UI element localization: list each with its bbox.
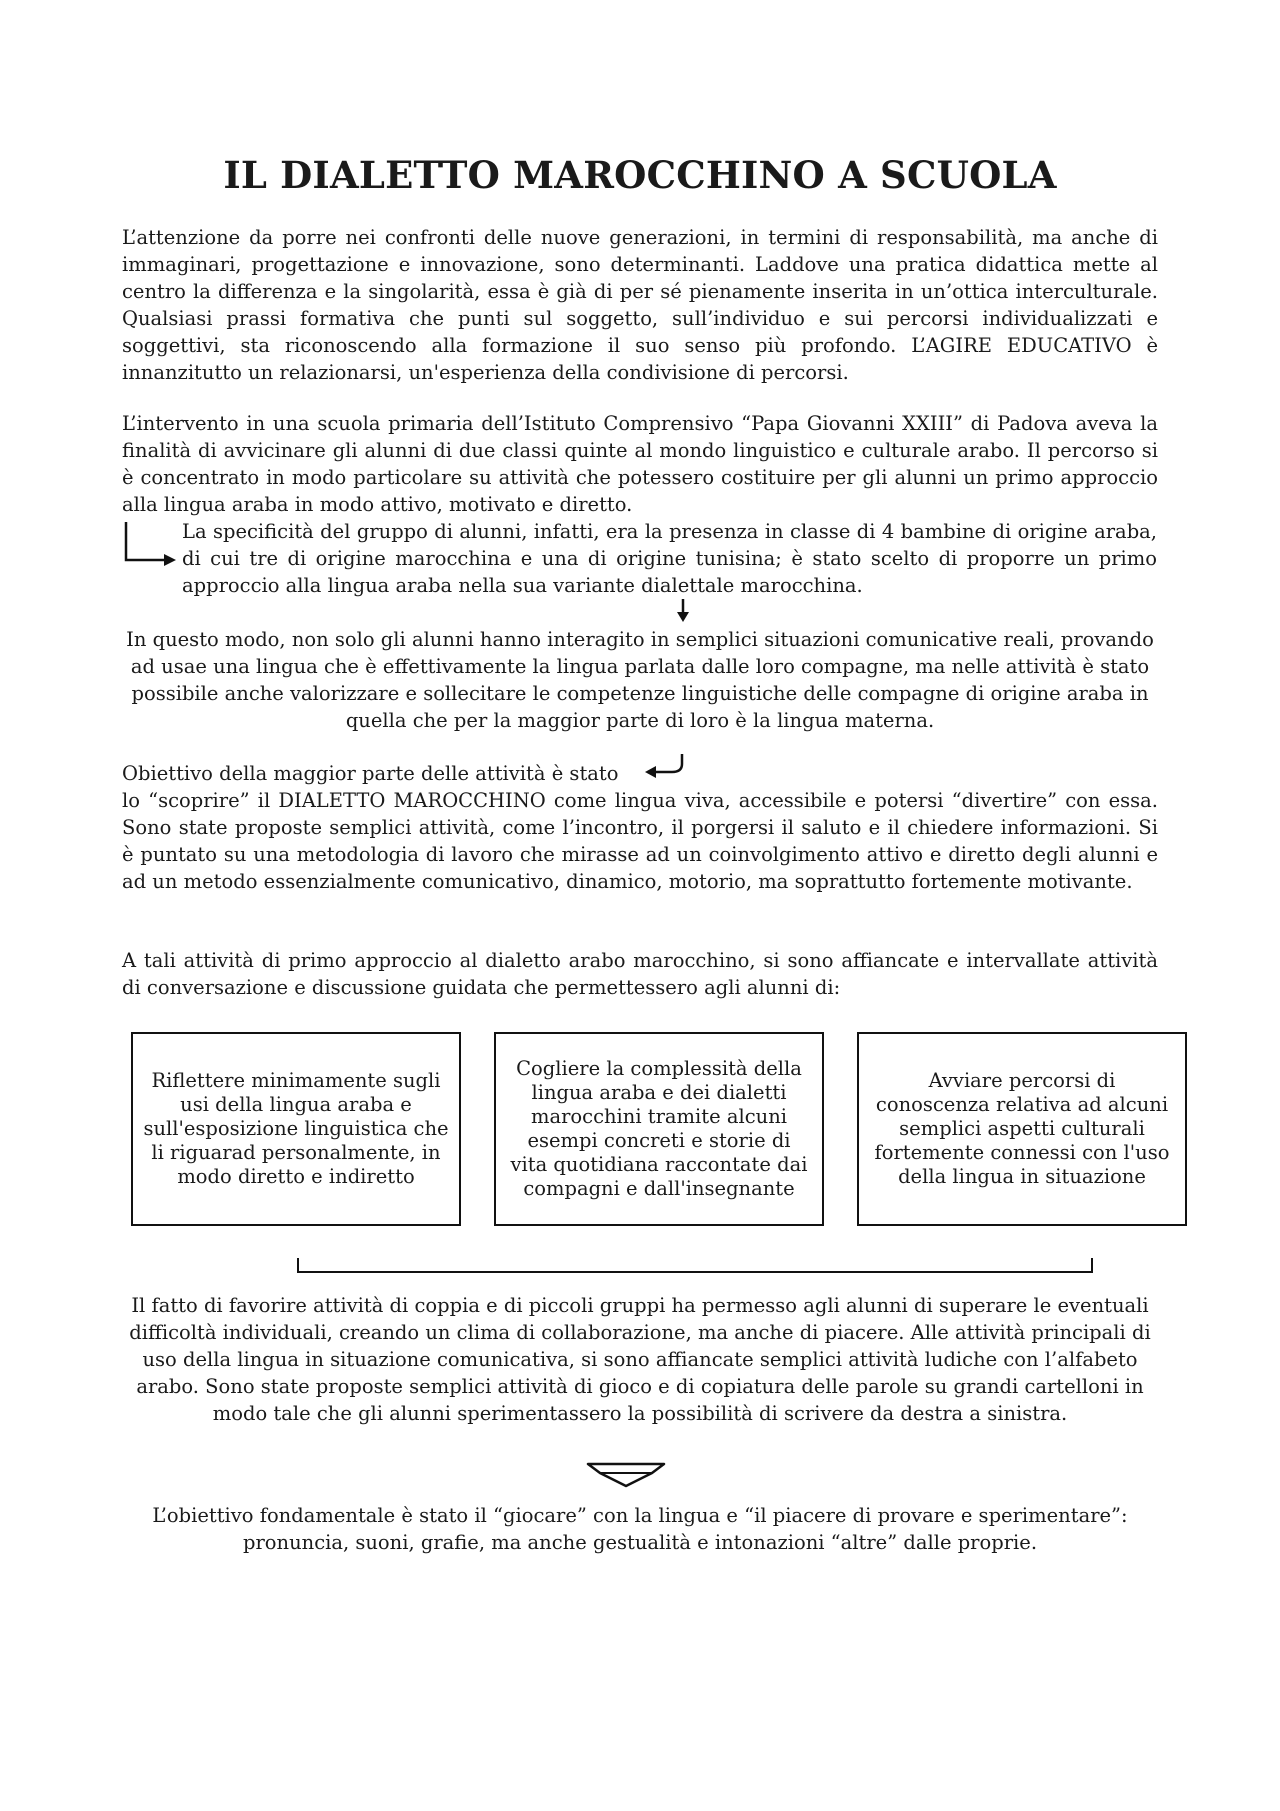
activity-box-culture [857,1032,1187,1226]
objective-lead: Obiettivo della maggior parte delle attività è stato [122,762,619,785]
down-arrow-icon [676,599,690,623]
activity-box-text: Avviare percorsi di conoscenza relativa ad alcuni semplici aspetti culturali fortemente connessi con l'uso della lingua in situazione [874,1069,1170,1188]
activity-box-text: Cogliere la complessità della lingua araba e dei dialetti marocchini tramite alcuni esempi concreti e storie di vita quotidiana raccontate dai compagni e dall'insegnante [510,1057,808,1200]
document-title: IL DIALETTO MAROCCHINO A SCUOLA [223,153,1057,197]
hollow-down-arrow-icon [586,1462,666,1488]
intervention-paragraph: L’intervento in una scuola primaria dell’Istituto Comprensivo “Papa Giovanni XXIII” di Padova aveva la finalità di avvicinare gli alunni di due classi quinte al mondo linguistico e culturale arabo. Il percorso si è concentrato in modo particolare su attività che potessero costituire per gli alunni un primo approccio alla lingua araba in modo attivo, motivato e diretto. [122,412,1158,516]
bracket-icon [296,1256,1094,1276]
activity-box-reflect [131,1032,461,1226]
method-paragraph: In questo modo, non solo gli alunni hanno interagito in semplici situazioni comunicative reali, provando ad usae una lingua che è effettivamente la lingua parlata dalle loro compagne, ma nelle attività è stato possibile anche valorizzare e sollecitare le competenze linguistiche delle compagne di origine araba in quella che per la maggior parte di loro è la lingua materna. [126,628,1154,732]
activity-box-complexity [494,1032,824,1226]
return-arrow-icon [642,752,688,782]
activities-paragraph: A tali attività di primo approccio al dialetto arabo marocchino, si sono affiancate e intervallate attività di conversazione e discussione guidata che permettessero agli alunni di: [122,949,1158,999]
elbow-arrow-icon [120,520,180,570]
intro-paragraph: L’attenzione da porre nei confronti delle nuove generazioni, in termini di responsabilità, ma anche di immaginari, progettazione e innovazione, sono determinanti. Laddove una pratica didattica mette al centro la differenza e la singolarità, essa è già di per sé pienamente inserita in un’ottica interculturale. Qualsiasi prassi formativa che punti sul soggetto, sull’individuo e sui percorsi individualizzati e soggettivi, sta riconoscendo alla formazione il suo senso più profondo. L’AGIRE EDUCATIVO è innanzitutto un relazionarsi, un'esperienza della condivisione di percorsi. [122,226,1158,384]
final-paragraph: L’obiettivo fondamentale è stato il “giocare” con la lingua e “il piacere di provare e sperimentare”: pronuncia, suoni, grafie, ma anche gestualità e intonazioni “altre” dalle proprie. [152,1504,1128,1554]
objective-paragraph: lo “scoprire” il DIALETTO MAROCCHINO come lingua viva, accessibile e potersi “divertire” con essa. Sono state proposte semplici attività, come l’incontro, il porgersi il saluto e il chiedere informazioni. Si è puntato su una metodologia di lavoro che mirasse ad un coinvolgimento attivo e diretto degli alunni e ad un metodo essenzialmente comunicativo, dinamico, motorio, ma soprattutto fortemente motivante. [122,789,1158,893]
activity-box-text: Riflettere minimamente sugli usi della lingua araba e sull'esposizione linguistica che li riguarad personalmente, in modo diretto e indiretto [143,1069,449,1188]
group-paragraph: Il fatto di favorire attività di coppia e di piccoli gruppi ha permesso agli alunni di superare le eventuali difficoltà individuali, creando un clima di collaborazione, ma anche di piacere. Alle attività principali di uso della lingua in situazione comunicativa, si sono affiancate semplici attività ludiche con l’alfabeto arabo. Sono state proposte semplici attività di gioco e di copiatura delle parole su grandi cartelloni in modo tale che gli alunni sperimentassero la possibilità di scrivere da destra a sinistra. [129,1294,1151,1425]
specificity-paragraph: La specificità del gruppo di alunni, infatti, era la presenza in classe di 4 bambine di origine araba, di cui tre di origine marocchina e una di origine tunisina; è stato scelto di proporre un primo approccio alla lingua araba nella sua variante dialettale marocchina. [182,520,1157,597]
